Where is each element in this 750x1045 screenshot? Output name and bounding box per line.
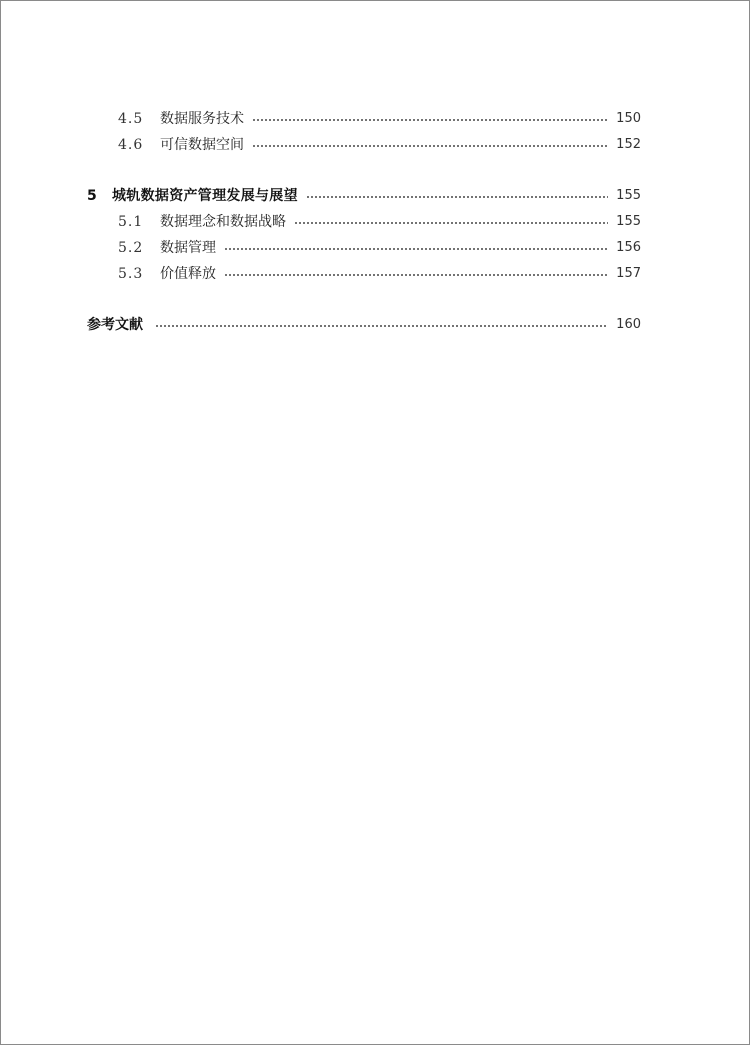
page-number: 156 bbox=[616, 240, 641, 255]
page-number: 155 bbox=[616, 188, 641, 203]
section-title: 数据管理 bbox=[160, 240, 216, 256]
section-number: 4.6 bbox=[118, 137, 144, 153]
page-number: 157 bbox=[616, 266, 641, 281]
section-title: 数据服务技术 bbox=[160, 111, 244, 127]
chapter-number: 5 bbox=[87, 188, 98, 204]
dot-leader bbox=[224, 274, 608, 276]
section-title: 数据理念和数据战略 bbox=[160, 214, 286, 230]
page-number: 150 bbox=[616, 111, 641, 126]
page-number: 160 bbox=[616, 317, 641, 332]
toc-entry-4-5[interactable] bbox=[118, 108, 641, 130]
section-title: 价值释放 bbox=[160, 266, 216, 282]
dot-leader bbox=[252, 119, 608, 121]
toc-entry-4-6[interactable] bbox=[118, 134, 641, 156]
chapter-title: 城轨数据资产管理发展与展望 bbox=[112, 188, 298, 204]
page-number: 152 bbox=[616, 137, 641, 152]
dot-leader bbox=[155, 325, 608, 327]
section-number: 5.3 bbox=[118, 266, 144, 282]
toc-entry-5-2[interactable] bbox=[118, 237, 641, 259]
dot-leader bbox=[306, 196, 608, 198]
toc-entry-5-3[interactable] bbox=[118, 263, 641, 285]
dot-leader bbox=[294, 222, 608, 224]
toc-entry-5-1[interactable] bbox=[118, 211, 641, 233]
page-number: 155 bbox=[616, 214, 641, 229]
dot-leader bbox=[224, 248, 608, 250]
references-title: 参考文献 bbox=[87, 317, 143, 333]
section-title: 可信数据空间 bbox=[160, 137, 244, 153]
dot-leader bbox=[252, 145, 608, 147]
section-number: 4.5 bbox=[118, 111, 144, 127]
toc-entry-chapter-5[interactable] bbox=[87, 185, 641, 207]
toc-entry-references[interactable] bbox=[87, 314, 641, 336]
section-number: 5.2 bbox=[118, 240, 144, 256]
section-number: 5.1 bbox=[118, 214, 144, 230]
